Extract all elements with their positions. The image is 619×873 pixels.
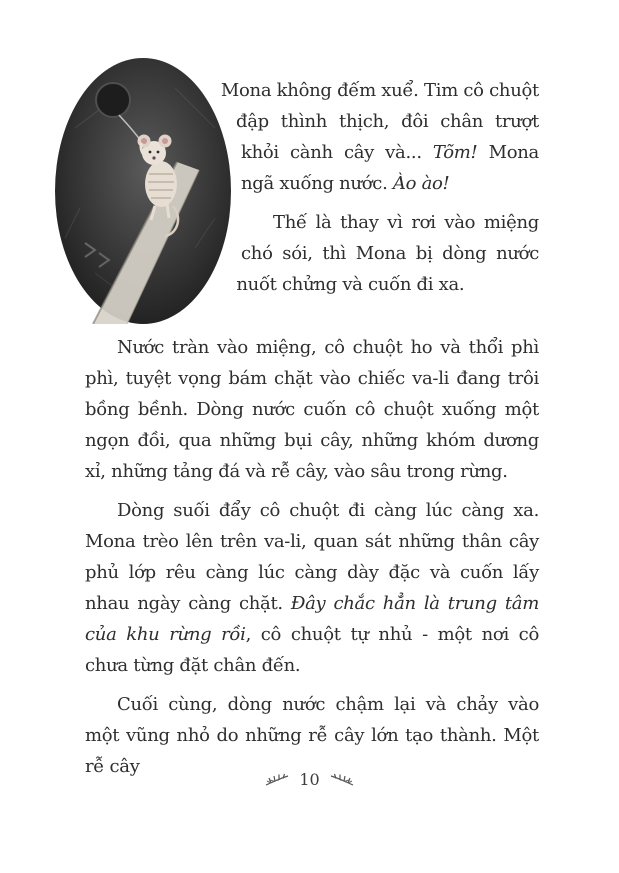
text-segment: Mona ngã xuống nước. [241,142,539,194]
paragraph-5: Cuối cùng, dòng nước chậm lại và chảy vào một vũng nhỏ do những rễ cây lớn tạo thành. Một rễ cây [85,694,539,777]
body-text [85,75,539,782]
mouse-on-branch-illustration [55,58,231,324]
paragraph-4 [85,495,539,681]
leaf-ornament-left-icon [264,772,290,788]
text-segment-italic: Tõm! [432,142,478,163]
text-segment-italic: Đây chắc hẳn là trung tâm của khu rừng rồi [85,593,539,645]
mouse-illustration-svg [55,58,231,324]
page-number: 10 [299,770,320,789]
paragraph-3: Nước tràn vào miệng, cô chuột ho và thổi phì phì, tuyệt vọng bám chặt vào chiếc va-li đang trôi bồng bềnh. Dòng nước cuốn cô chuột xuống một ngọn đồi, qua những bụi cây, những khóm dương xỉ, những tảng đá và rễ cây, vào sâu trong rừng. [85,337,539,482]
text-segment-italic: Ào ào! [392,173,450,194]
text-segment: , cô chuột tự nhủ - một nơi cô chưa từng đặt chân đến. [85,624,539,676]
paragraph-2: Thế là thay vì rơi vào miệng chó sói, thì Mona bị dòng nước nuốt chửng và cuốn đi xa. [236,212,539,295]
text-segment: Dòng suối đẩy cô chuột đi càng lúc càng xa. Mona trèo lên trên va-li, quan sát những thân cây phủ lớp rêu càng lúc càng dày đặc và cuốn lấy nhau ngày càng chặt. [85,500,539,614]
leaf-ornament-right-icon [329,772,355,788]
text-segment: Mona không đếm xuể. Tim cô chuột đập thình thịch, đôi chân trượt khỏi cành cây và... [220,80,539,163]
page-footer [0,770,619,789]
